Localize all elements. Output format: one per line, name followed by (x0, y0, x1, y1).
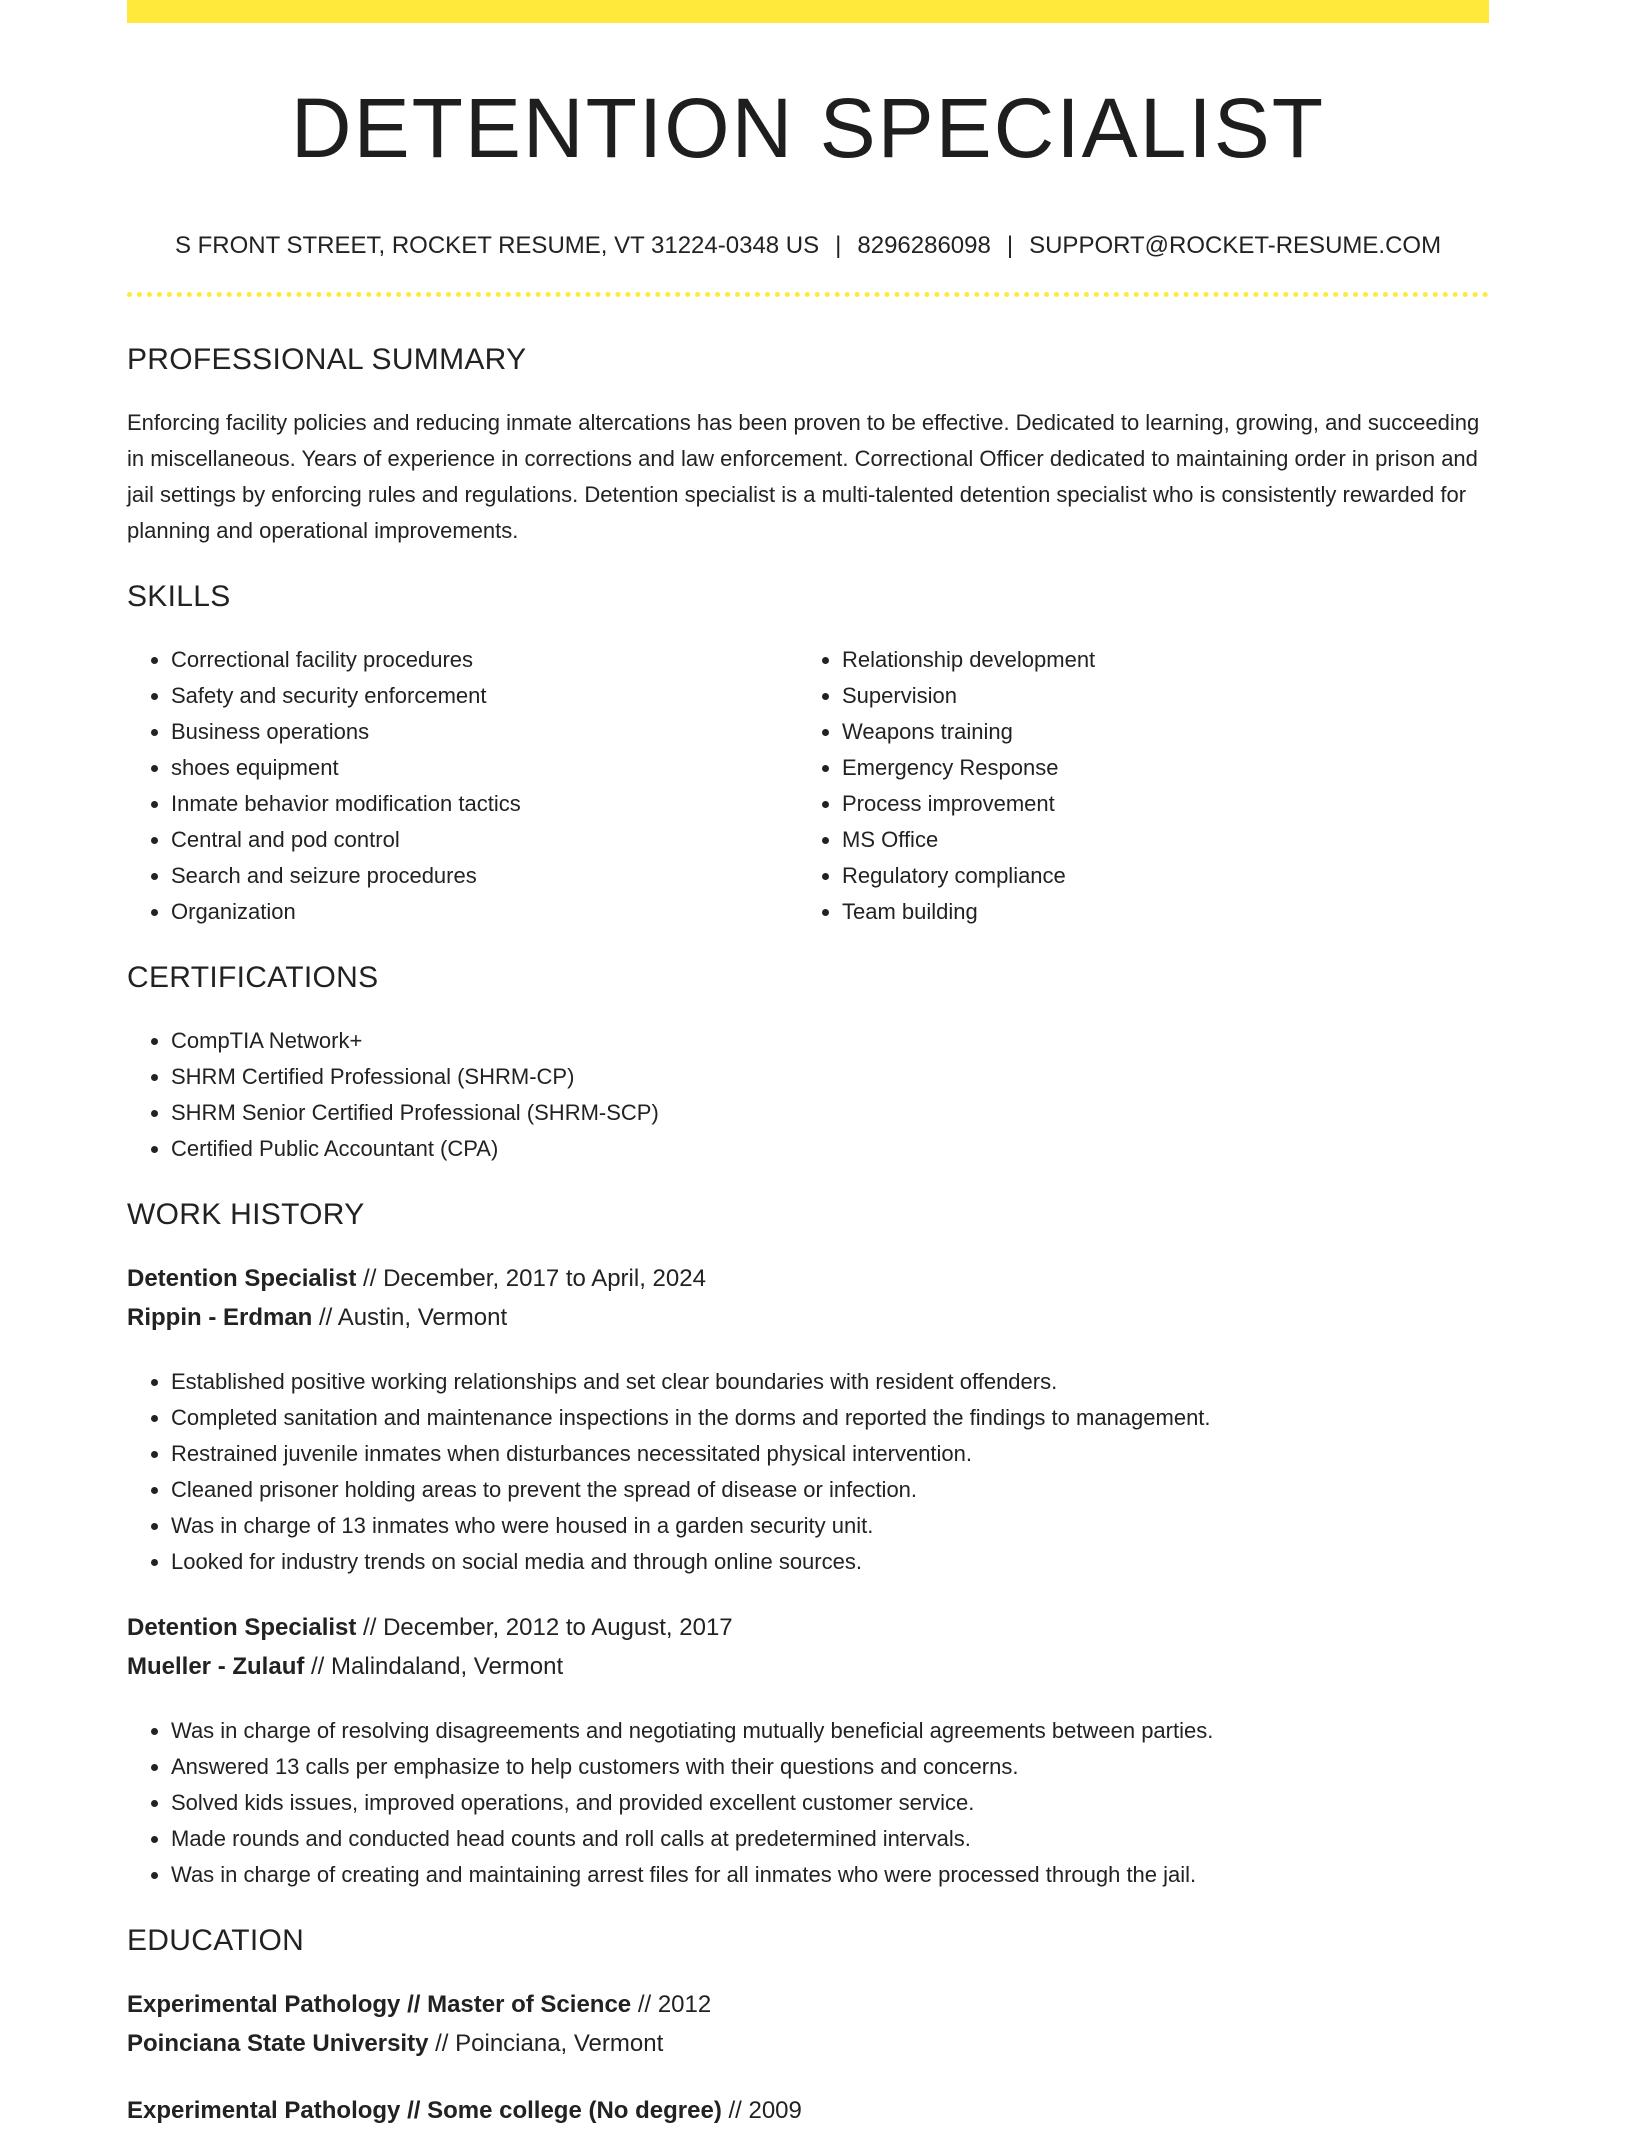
job-company: Rippin - Erdman (127, 1304, 313, 1331)
education-degree-line (127, 1985, 1489, 2024)
job-bullet: • Established positive working relationships and set clear boundaries with resident offenders. (171, 1364, 1489, 1400)
contact-address: S FRONT STREET, ROCKET RESUME, VT 31224-0348 US (174, 232, 820, 259)
work-history-section (127, 1197, 1489, 1893)
resume-content (127, 0, 1489, 2130)
job-bullet: • Was in charge of creating and maintaining arrest files for all inmates who were processed through the jail. (171, 1857, 1489, 1893)
job-bullets (127, 1364, 1489, 1580)
work-history-heading: WORK HISTORY (127, 1198, 365, 1231)
job-entry (127, 1608, 1489, 1893)
education-heading: EDUCATION (127, 1924, 305, 1957)
job-location: // Austin, Vermont (312, 1304, 508, 1331)
skill-item: • Search and seizure procedures (171, 858, 798, 894)
skill-item: • MS Office (842, 822, 1095, 858)
certification-item: • CompTIA Network+ (171, 1023, 1489, 1059)
skills-section (127, 579, 1489, 930)
skill-item: • Safety and security enforcement (171, 678, 798, 714)
education-entry (127, 2091, 1489, 2130)
skill-item: • Business operations (171, 714, 798, 750)
candidate-title: DETENTION SPECIALIST (290, 81, 1326, 175)
education-school-line (127, 2024, 1489, 2063)
job-bullet: • Made rounds and conducted head counts and roll calls at predetermined intervals. (171, 1821, 1489, 1857)
certification-item: • SHRM Certified Professional (SHRM-CP) (171, 1059, 1489, 1095)
skill-item: • Weapons training (842, 714, 1095, 750)
skill-item: • Regulatory compliance (842, 858, 1095, 894)
skill-item: • Process improvement (842, 786, 1095, 822)
summary-text: Enforcing facility policies and reducing inmate altercations has been proven to be effective. Dedicated to learning, growing, and succeeding in miscellaneous. Years of experience in corrections and law enforcement. Correctional Officer dedicated to maintaining order in prison and jail settings by enforcing rules and regulations. Detention specialist is a multi-talented detention specialist who is consistently rewarded for planning and operational improvements. (127, 410, 1480, 543)
job-bullets (127, 1713, 1489, 1893)
job-bullet: • Was in charge of 13 inmates who were housed in a garden security unit. (171, 1508, 1489, 1544)
skills-columns (127, 642, 1489, 930)
contact-separator: | (835, 232, 842, 259)
education-year: // 2009 (721, 2097, 802, 2124)
education-school: Poinciana State University (127, 2030, 429, 2057)
education-degree: Experimental Pathology // Some college (No degree) (127, 2097, 722, 2124)
job-dates: // December, 2012 to August, 2017 (356, 1614, 733, 1641)
certification-item: • Certified Public Accountant (CPA) (171, 1131, 1489, 1167)
skill-item: • Supervision (842, 678, 1095, 714)
skill-item: • Inmate behavior modification tactics (171, 786, 798, 822)
skill-item: • Emergency Response (842, 750, 1095, 786)
certifications-heading: CERTIFICATIONS (127, 961, 379, 994)
job-title: Detention Specialist (127, 1614, 357, 1641)
skills-list-right (798, 642, 1095, 930)
skills-heading: SKILLS (127, 580, 231, 613)
certifications-section (127, 960, 1489, 1167)
job-location: // Malindaland, Vermont (304, 1653, 564, 1680)
summary-heading: PROFESSIONAL SUMMARY (127, 343, 527, 376)
job-bullet: • Restrained juvenile inmates when disturbances necessitated physical intervention. (171, 1436, 1489, 1472)
skill-item: • Central and pod control (171, 822, 798, 858)
contact-phone: 8296286098 (857, 232, 991, 259)
job-bullet: • Looked for industry trends on social media and through online sources. (171, 1544, 1489, 1580)
dotted-divider (127, 292, 1489, 297)
skill-item: • Relationship development (842, 642, 1095, 678)
summary-section (127, 342, 1489, 549)
skills-list-left (127, 642, 798, 930)
job-entry (127, 1259, 1489, 1580)
job-bullet: • Was in charge of resolving disagreements and negotiating mutually beneficial agreements between parties. (171, 1713, 1489, 1749)
certification-item: • SHRM Senior Certified Professional (SHRM-SCP) (171, 1095, 1489, 1131)
education-section (127, 1923, 1489, 2130)
skill-item: • Organization (171, 894, 798, 930)
job-title: Detention Specialist (127, 1265, 357, 1292)
job-bullet: • Completed sanitation and maintenance inspections in the dorms and reported the findings to management. (171, 1400, 1489, 1436)
education-degree-line (127, 2091, 1489, 2130)
job-dates: // December, 2017 to April, 2024 (356, 1265, 706, 1292)
education-location: // Poinciana, Vermont (428, 2030, 664, 2057)
job-title-line (127, 1608, 1489, 1647)
job-title-line (127, 1259, 1489, 1298)
job-company-line (127, 1647, 1489, 1686)
contact-email: SUPPORT@ROCKET-RESUME.COM (1029, 232, 1442, 259)
education-degree: Experimental Pathology // Master of Science (127, 1991, 632, 2018)
skill-item: • Team building (842, 894, 1095, 930)
job-bullet: • Solved kids issues, improved operations, and provided excellent customer service. (171, 1785, 1489, 1821)
job-company: Mueller - Zulauf (127, 1653, 305, 1680)
job-company-line (127, 1298, 1489, 1337)
contact-line (127, 231, 1489, 261)
job-bullet: • Answered 13 calls per emphasize to help customers with their questions and concerns. (171, 1749, 1489, 1785)
education-year: // 2012 (631, 1991, 712, 2018)
skill-item: • Correctional facility procedures (171, 642, 798, 678)
job-bullet: • Cleaned prisoner holding areas to prevent the spread of disease or infection. (171, 1472, 1489, 1508)
certifications-list (127, 1023, 1489, 1167)
contact-separator: | (1006, 232, 1014, 259)
education-entry (127, 1985, 1489, 2063)
skill-item: • shoes equipment (171, 750, 798, 786)
